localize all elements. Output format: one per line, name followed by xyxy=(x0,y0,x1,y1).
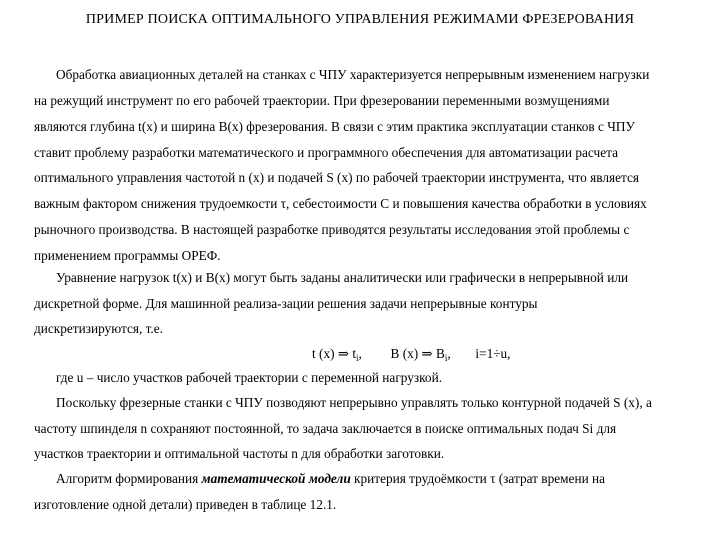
math-model-emphasis: математической модели xyxy=(201,471,351,486)
paragraph-1-line-3: являются глубина t(x) и ширина B(x) фрезерования. В связи с этим практика эксплуатации станков с ЧПУ xyxy=(34,119,635,134)
paragraph-2-line-3: дискретизируются, т.е. xyxy=(34,321,163,336)
paragraph-2-line-1: Уравнение нагрузок t(x) и B(x) могут быть заданы аналитически или графически в непрерывной или xyxy=(56,270,629,285)
paragraph-2-line-2: дискретной форме. Для машинной реализа-зации решения задачи непрерывные контуры xyxy=(34,296,538,311)
paragraph-3-line-3: участков траектории и оптимальной частоты n для обработки заготовки. xyxy=(34,446,445,461)
page-title: ПРИМЕР ПОИСКА ОПТИМАЛЬНОГО УПРАВЛЕНИЯ РЕЖИМАМИ ФРЕЗЕРОВАНИЯ xyxy=(85,12,635,27)
paragraph-1-line-6: важным фактором снижения трудоемкости τ, себестоимости C и повышения качества обработки в условиях xyxy=(34,196,647,211)
formula-range: i=1÷u, xyxy=(475,346,511,361)
paragraph-1-line-7: рыночного производства. В настоящей разработке приводятся результаты исследования этой проблемы с xyxy=(34,222,630,237)
paragraph-1-line-2: на режущий инструмент по его рабочей траектории. При фрезеровании переменными возмущениями xyxy=(34,93,610,108)
discretization-formula xyxy=(312,346,511,363)
formula-t-term: t (x) ⇒ ti, xyxy=(312,346,362,363)
paragraph-1-line-5: оптимального управления частотой n (x) и подачей S (x) по рабочей траектории инструмента, что является xyxy=(34,170,639,185)
paragraph-1-line-8: применением программы ОРЕФ. xyxy=(34,248,221,263)
paragraph-3-line-2: частоту шпинделя n сохраняют постоянной, то задача заключается в поиске оптимальных подач Si для xyxy=(34,421,617,436)
where-line: где u – число участков рабочей траектории с переменной нагрузкой. xyxy=(56,370,443,385)
paragraph-4-line-2: изготовление одной детали) приведен в таблице 12.1. xyxy=(34,497,337,512)
formula-b-term: B (x) ⇒ Bi, xyxy=(390,346,451,363)
paragraph-1-line-4: ставит проблему разработки математического и программного обеспечения для автоматизации расчета xyxy=(34,145,619,160)
paragraph-4-line-1: Алгоритм формирования математической модели критерия трудоёмкости τ (затрат времени на xyxy=(56,471,606,486)
paragraph-3-line-1: Поскольку фрезерные станки с ЧПУ позводяют непрерывно управлять только контурной подачей S (x), а xyxy=(56,395,652,410)
paragraph-1-line-1: Обработка авиационных деталей на станках с ЧПУ характеризуется непрерывным изменением нагрузки xyxy=(56,67,650,82)
